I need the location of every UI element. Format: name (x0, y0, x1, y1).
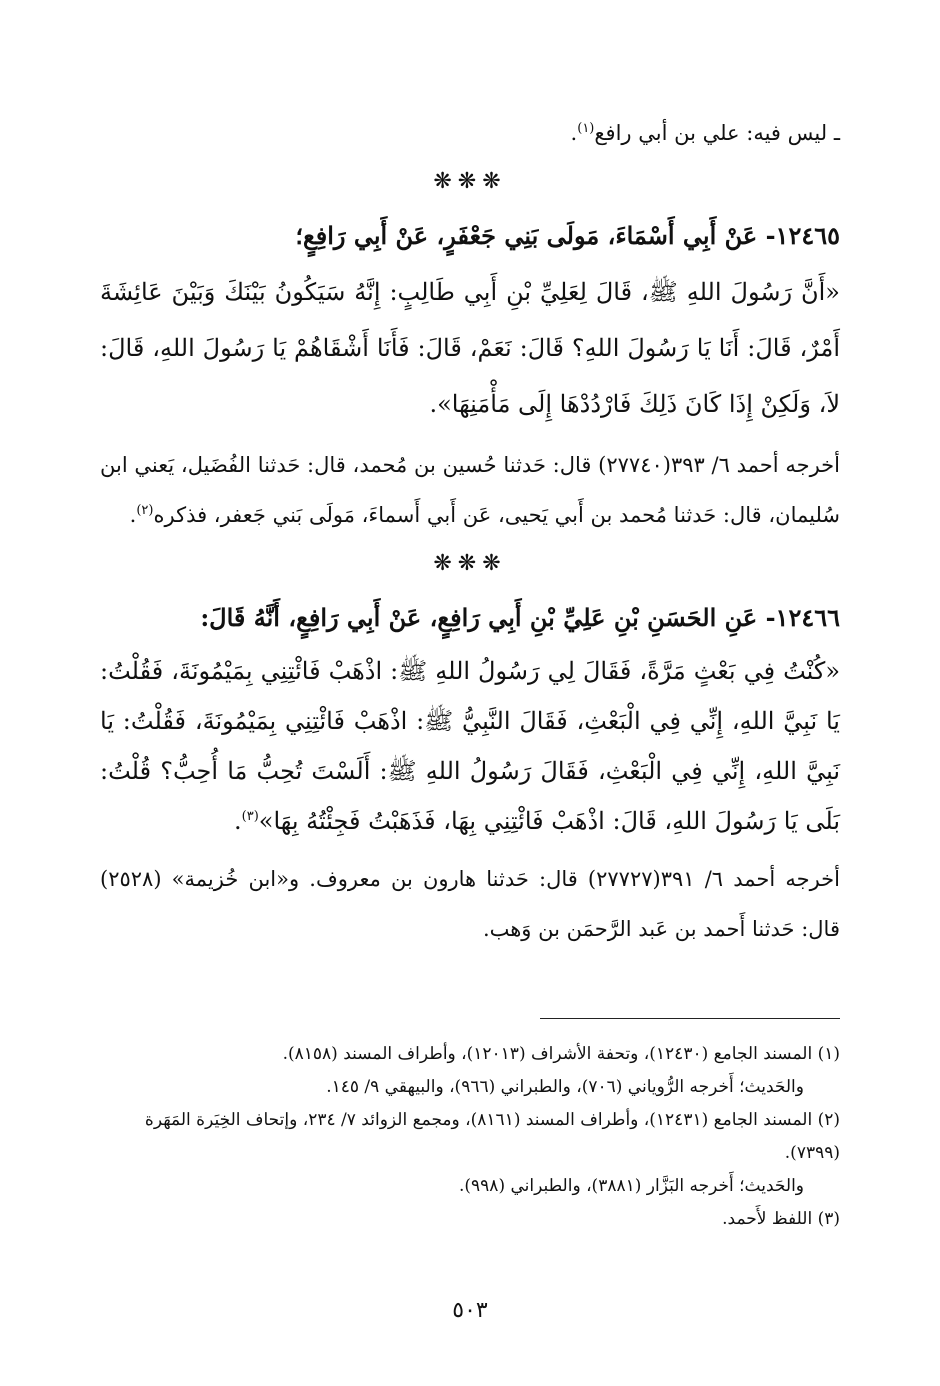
section-separator-1: ❋❋❋ (433, 169, 507, 194)
hadith-12465-text: «أَنَّ رَسُولَ اللهِ ﷺ، قَالَ لِعَلِيِّ بْنِ أَبِي طَالِبٍ: إِنَّهُ سَيَكُونُ بَيْنَكَ وَبَيْنَ عَائِشَةَ أَمْرٌ، قَالَ: أَنَا يَا رَسُولَ اللهِ؟ قَالَ: نَعَمْ، قَالَ: فَأَنَا أَشْقَاهُمْ يَا رَسُولَ اللهِ، قَالَ: لاَ، وَلَكِنْ إِذَا كَانَ ذَلِكَ فَارْدُدْهَا إِلَى مَأْمَنِهَا». (100, 278, 840, 418)
hadith-12465-heading: ١٢٤٦٥- عَنْ أَبِي أَسْمَاءَ، مَولَى بَنِي جَعْفَرٍ، عَنْ أَبِي رَافِعٍ؛ (295, 221, 840, 250)
page-number: ٥٠٣ (452, 1298, 488, 1323)
hadith-text-suffix: . (234, 807, 242, 835)
footnotes (100, 1038, 840, 1236)
footnote-divider (540, 1018, 840, 1019)
reference-line (100, 108, 840, 158)
hadith-text-body: «كُنْتُ فِي بَعْثٍ مَرَّةً، فَقَالَ لِي رَسُولُ اللهِ ﷺ: اذْهَبْ فَائْتِنِي بِمَيْمُونَةَ، فَقُلْتُ: يَا نَبِيَّ اللهِ، إِنِّي فِي الْبَعْثِ، فَقَالَ النَّبِيُّ ﷺ: اذْهَبْ فَائْتِنِي بِمَيْمُونَةَ، فَقُلْتُ: يَا نَبِيَّ اللهِ، إِنِّي فِي الْبَعْثِ، فَقَالَ رَسُولُ اللهِ ﷺ: أَلَسْتَ تُحِبُّ مَا أُحِبُّ؟ قُلْتُ: بَلَى يَا رَسُولَ اللهِ، قَالَ: اذْهَبْ فَائْتِنِي بِهَا، فَذَهَبْتُ فَجِئْتُهُ بِهَا» (100, 657, 840, 835)
footnote-1-continuation: والحَديث؛ أَخرجه الرُّوياني (٧٠٦)، والطبراني (٩٦٦)، والبيهقي ٩/ ١٤٥. (326, 1077, 804, 1097)
takhrij-text: أخرجه أحمد ٦/ ٣٩٣(٢٧٧٤٠) قال: حَدثنا حُسين بن مُحمد، قال: حَدثنا الفُضَيل، يَعني ابن سُليمان، قال: حَدثنا مُحمد بن أَبي يَحيى، عَن أَبي أَسماءَ، مَولَى بَني جَعفر، فذكره (100, 453, 840, 527)
footnote-marker-3[interactable]: (٣) (241, 809, 259, 824)
section-separator-2: ❋❋❋ (433, 551, 507, 576)
takhrij-suffix: . (129, 503, 137, 527)
footnote-3: (٣) اللفظ لأَحمد. (722, 1209, 840, 1229)
footnote-marker-2[interactable]: (٢) (136, 503, 154, 518)
footnote-2: (٢) المسند الجامع (١٢٤٣١)، وأطراف المسند (٨١٦١)، ومجمع الزوائد ٧/ ٢٣٤، وإتحاف الخِيَرة المَهَرة (٧٣٩٩). (144, 1110, 840, 1163)
hadith-12466-heading: ١٢٤٦٦- عَنِ الحَسَنِ بْنِ عَلِيِّ بْنِ أَبِي رَافِعٍ، عَنْ أَبِي رَافِعٍ، أَنَّهُ قَالَ: (200, 603, 840, 632)
reference-text: ـ ليس فيه: علي بن أبي رافع (594, 121, 840, 145)
footnote-2-continuation: والحَديث؛ أَخرجه البَزَّار (٣٨٨١)، والطبراني (٩٩٨). (458, 1176, 804, 1196)
footnote-1: (١) المسند الجامع (١٢٤٣٠)، وتحفة الأشراف (١٢٠١٣)، وأطراف المسند (٨١٥٨). (282, 1044, 840, 1064)
hadith-12466-takhrij: أخرجه أحمد ٦/ ٣٩١(٢٧٧٢٧) قال: حَدثنا هارون بن معروف. و«ابن خُزيمة» (٢٥٢٨) قال: حَدثنا أَحمد بن عَبد الرَّحمَن بن وَهب. (100, 867, 840, 941)
hadith-12465-takhrij (100, 440, 840, 540)
hadith-12466-text (100, 646, 840, 846)
footnote-marker-1[interactable]: (١) (577, 121, 595, 136)
reference-suffix: . (570, 121, 578, 145)
